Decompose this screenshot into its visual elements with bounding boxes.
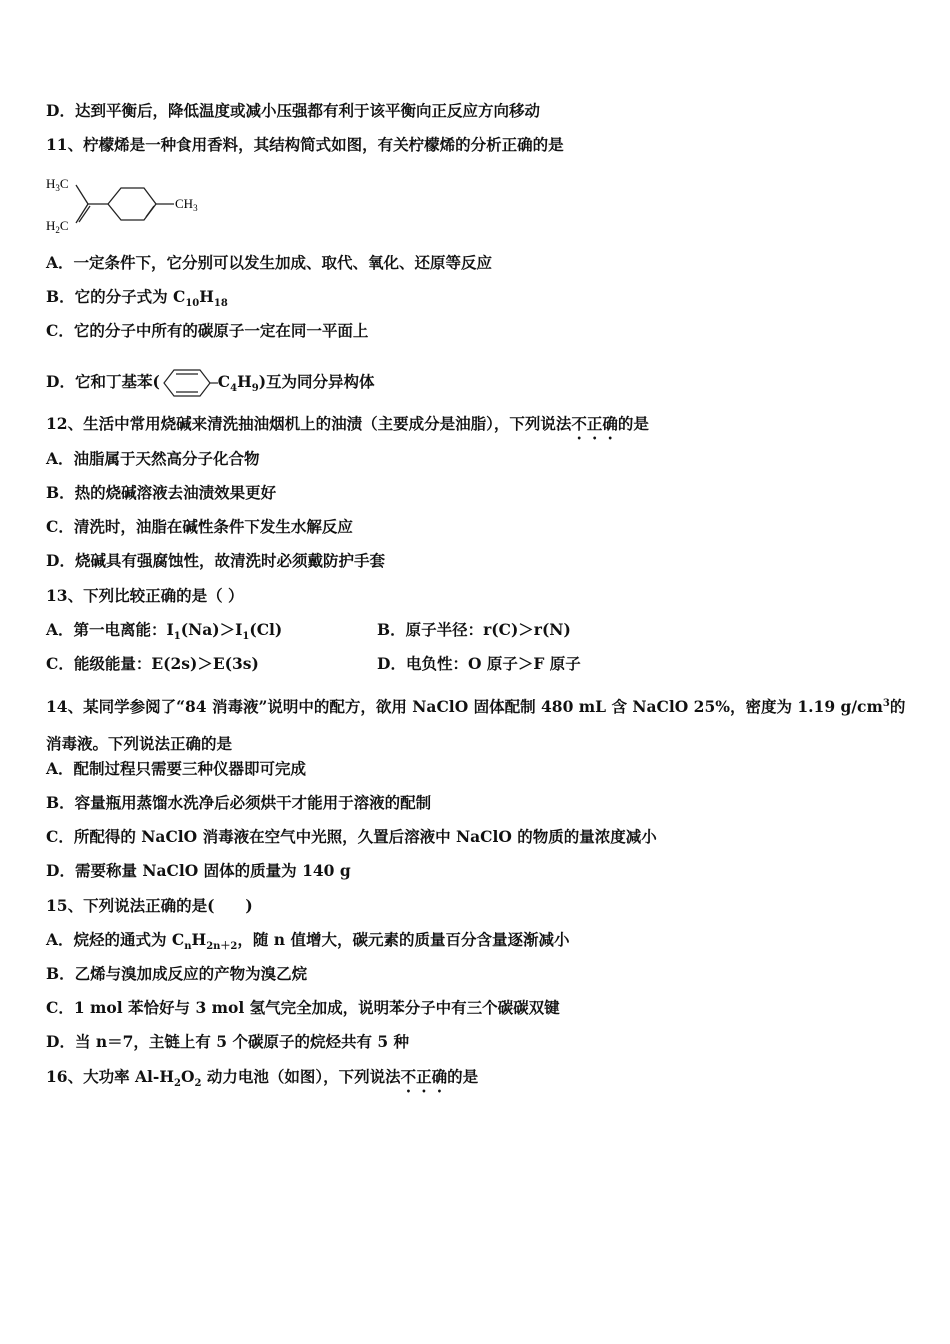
- q13-stem: 13、下列比较正确的是（ ）: [46, 586, 244, 605]
- q12-option-d: D．烧碱具有强腐蚀性，故清洗时必须戴防护手套: [46, 551, 385, 570]
- q10-option-d: D．达到平衡后，降低温度或减小压强都有利于该平衡向正反应方向移动: [46, 101, 540, 120]
- q15-option-a: A．烷烃的通式为 $C_nH_{2n+2}$，随 n 值增大，碳元素的质量百分含量逐渐减小: [46, 930, 570, 953]
- q11-option-b: B．它的分子式为 $C_{10}H_{18}$: [46, 287, 228, 310]
- q12-stem: 12、生活中常用烧碱来清洗抽油烟机上的油渍（主要成分是油脂），下列说法不正确的是: [46, 414, 649, 433]
- q15-option-b: B．乙烯与溴加成反应的产物为溴乙烷: [46, 964, 308, 983]
- struct-right-methyl: $CH_3$: [175, 196, 198, 213]
- q14-option-d: D．需要称量 NaClO 固体的质量为 140 g: [46, 861, 351, 880]
- q11-stem: 11、柠檬烯是一种食用香料，其结构简式如图，有关柠檬烯的分析正确的是: [46, 135, 564, 154]
- q12-option-a: A．油脂属于天然高分子化合物: [46, 449, 260, 468]
- q11-option-c: C．它的分子中所有的碳原子一定在同一平面上: [46, 321, 369, 340]
- q12-option-b: B．热的烧碱溶液去油渍效果更好: [46, 483, 277, 502]
- q13-option-b: B．原子半径：r(C)＞r(N): [377, 620, 571, 639]
- q15-stem: 15、下列说法正确的是( ): [46, 896, 253, 915]
- q13-option-d: D．电负性：O 原子＞F 原子: [377, 654, 581, 673]
- benzene-ring-icon: [160, 367, 218, 399]
- q14-stem: 14、某同学参阅了“84 消毒液”说明中的配方，欲用 NaClO 固体配制 480 mL 含 NaClO 25%，密度为 1.19 $g/cm^3$的消毒液。下列说法正确的是: [46, 697, 906, 753]
- q16-stem: 16、大功率 $Al-H_2O_2$ 动力电池（如图），下列说法不正确的是: [46, 1067, 479, 1090]
- q12-option-c: C．清洗时，油脂在碱性条件下发生水解反应: [46, 517, 353, 536]
- limonene-structure: [46, 170, 216, 236]
- q14-option-c: C．所配得的 NaClO 消毒液在空气中光照，久置后溶液中 NaClO 的物质的量浓度减小: [46, 827, 657, 846]
- q15-option-d: D．当 n＝7，主链上有 5 个碳原子的烷烃共有 5 种: [46, 1032, 410, 1051]
- q11-option-d: D．它和丁基苯( $C_4H_9$)互为同分异构体: [46, 367, 375, 399]
- q13-option-a: A．第一电离能：$I_1(Na)>I_1(Cl)$: [46, 620, 283, 643]
- q14-option-a: A．配制过程只需要三种仪器即可完成: [46, 759, 307, 778]
- struct-left-bottom: $H_2C$: [46, 218, 69, 235]
- q14-option-b: B．容量瓶用蒸馏水洗净后必须烘干才能用于溶液的配制: [46, 793, 432, 812]
- q13-option-c: C．能级能量：E(2s)＞E(3s): [46, 654, 259, 673]
- q15-option-c: C．1 mol 苯恰好与 3 mol 氢气完全加成，说明苯分子中有三个碳碳双键: [46, 998, 560, 1017]
- q11-option-a: A．一定条件下，它分别可以发生加成、取代、氧化、还原等反应: [46, 253, 493, 272]
- struct-left-top: $H_3C$: [46, 176, 69, 193]
